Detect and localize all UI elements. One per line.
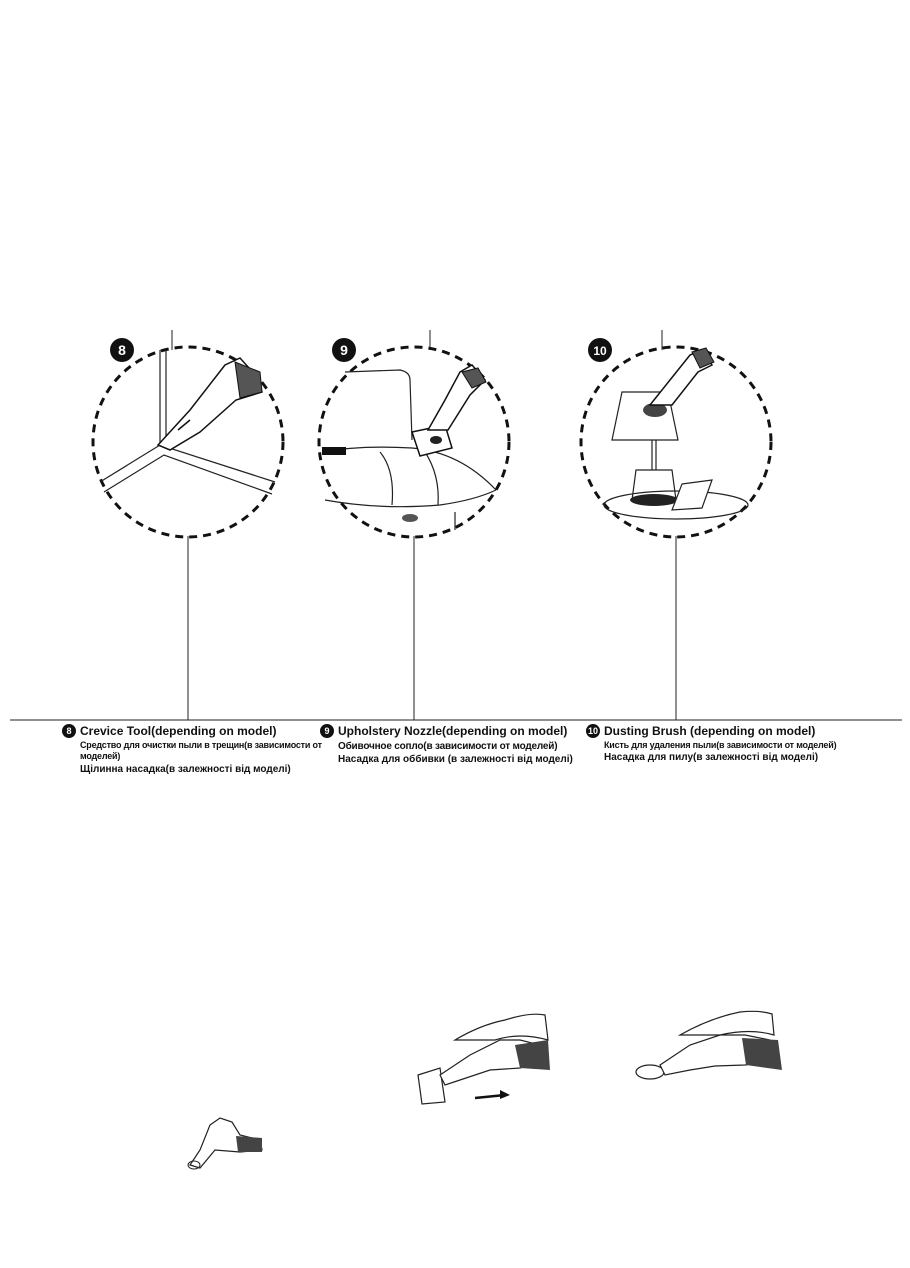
svg-text:10: 10 bbox=[593, 344, 607, 358]
handheld-upholstery-illustration bbox=[418, 1014, 550, 1104]
caption-russian: Средство для очистки пыли в трещин(в зависимости от моделей) bbox=[80, 739, 322, 762]
caption-dusting-brush bbox=[586, 724, 856, 764]
caption-title: Upholstery Nozzle(depending on model) bbox=[338, 724, 568, 738]
caption-crevice-tool bbox=[62, 724, 332, 776]
caption-number-9: 9 bbox=[320, 724, 334, 738]
handheld-small-illustration bbox=[188, 1118, 262, 1169]
crevice-tool-illustration bbox=[93, 330, 283, 720]
handheld-dusting-illustration bbox=[636, 1011, 782, 1079]
badge-10 bbox=[588, 338, 612, 362]
caption-ukrainian: Насадка для пилу(в залежності від моделі) bbox=[604, 752, 819, 764]
dusting-brush-illustration bbox=[581, 330, 771, 720]
caption-number-10: 10 bbox=[587, 726, 598, 736]
badge-9 bbox=[332, 338, 356, 362]
caption-title: Crevice Tool(depending on model) bbox=[80, 724, 277, 738]
upholstery-nozzle-illustration bbox=[319, 330, 509, 720]
badge-8 bbox=[110, 338, 134, 362]
caption-ukrainian: Насадка для оббивки (в залежності від моделі) bbox=[338, 753, 573, 765]
caption-number-8: 8 bbox=[62, 724, 76, 738]
caption-ukrainian: Щілинна насадка(в залежності від моделі) bbox=[80, 763, 291, 775]
caption-russian: Обивочное сопло(в зависимости от моделей) bbox=[338, 740, 558, 752]
caption-russian: Кисть для удаления пыли(в зависимости от моделей) bbox=[604, 739, 837, 750]
svg-text:8: 8 bbox=[118, 342, 126, 358]
caption-title: Dusting Brush (depending on model) bbox=[604, 724, 816, 738]
caption-upholstery-nozzle bbox=[320, 724, 590, 766]
svg-text:9: 9 bbox=[340, 342, 348, 358]
